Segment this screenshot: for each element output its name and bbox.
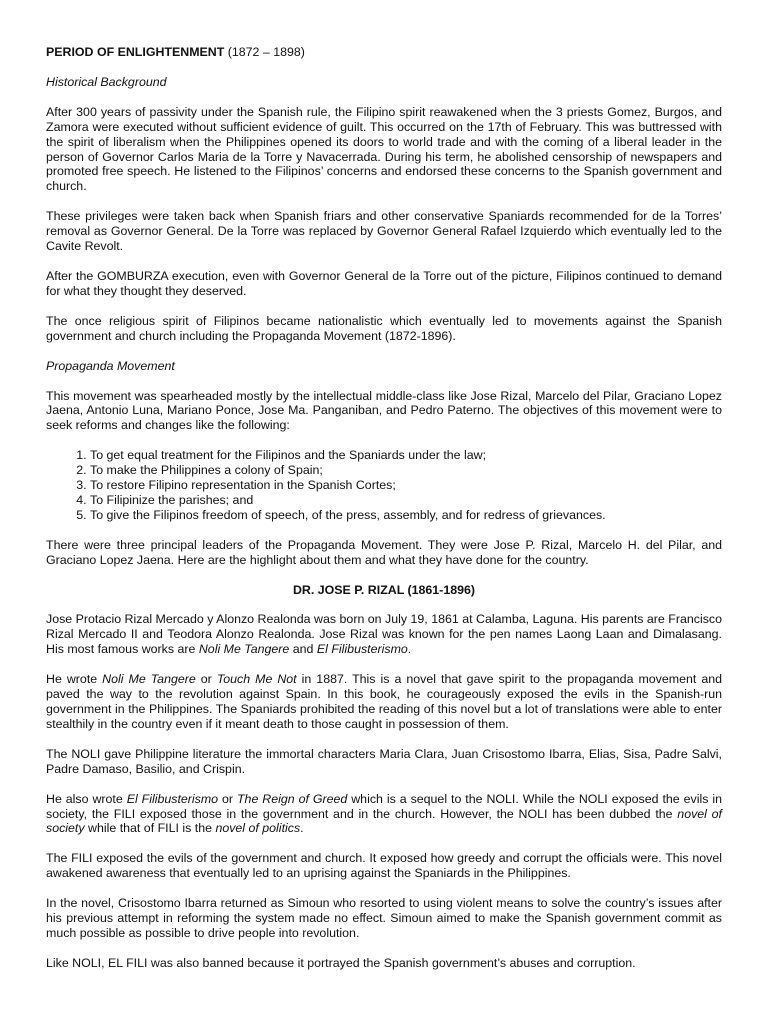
p10-novel-of-society: novel of society — [46, 806, 722, 836]
paragraph-5: This movement was spearheaded mostly by the intellectual middle-class like Jose Rizal, Marcelo del Pilar, Graciano Lopez Jaena, Antonio Luna, Mariano Ponce, Jose Ma. Panganiban, and Pedro Paterno. The objectives of this movement were to seek reforms and changes like the following: — [46, 388, 722, 433]
p10-fili-title: El Filibusterismo — [126, 791, 219, 806]
p8-noli-title: Noli Me Tangere — [102, 672, 196, 687]
subheading-historical-background: Historical Background — [46, 74, 167, 89]
paragraph-1: After 300 years of passivity under the Spanish rule, the Filipino spirit reawakened when the 3 priests Gomez, Burgos, and Zamora were executed without sufficient evidence of guilt. This occurred on the 17th of February. This was buttressed with the spirit of liberalism when the Philippines opened its doors to world trade and with the coming of a liberal leader in the person of Governor Carlos Maria de la Torre y Navacerrada. During his term, he abolished censorship of newspapers and promoted free speech. He listened to the Filipinos’ concerns and endorsed these concerns to the Spanish government and church. — [46, 104, 722, 194]
document-title — [46, 45, 722, 60]
list-item: 5. To give the Filipinos freedom of speech, of the press, assembly, and for redress of grievances. — [90, 508, 722, 523]
paragraph-10 — [46, 792, 722, 837]
p10-end: . — [300, 821, 304, 836]
paragraph-4: The once religious spirit of Filipinos became nationalistic which eventually led to movements against the Spanish government and church including the Propaganda Movement (1872-1896). — [46, 313, 722, 343]
paragraph-11: The FILI exposed the evils of the government and church. It exposed how greedy and corrupt the officials were. This novel awakened awareness that eventually led to an uprising against the Spaniards in the Philippines. — [46, 851, 722, 881]
p7-end: . — [407, 642, 412, 657]
paragraph-8 — [46, 672, 722, 732]
p10-greed-title: The Reign of Greed — [236, 791, 348, 806]
p10-text-a: He also wrote — [46, 791, 127, 806]
list-item: 4. To Filipinize the parishes; and — [90, 493, 722, 508]
list-item: 3. To restore Filipino representation in the Spanish Cortes; — [90, 478, 722, 493]
paragraph-9: The NOLI gave Philippine literature the immortal characters Maria Clara, Juan Crisostomo Ibarra, Elias, Sisa, Padre Salvi, Padre Damaso, Basilio, and Crispin. — [46, 746, 722, 776]
p8-touch-title: Touch Me Not — [216, 672, 297, 687]
p8-text-a: He wrote — [46, 672, 103, 687]
paragraph-3: After the GOMBURZA execution, even with Governor General de la Torre out of the picture, Filipinos continued to demand for what they thought they deserved. — [46, 268, 722, 298]
p7-noli-title: Noli Me Tangere — [198, 642, 290, 657]
p10-novel-of-politics: novel of politics — [215, 821, 301, 836]
p10-text-c: while that of FILI is the — [84, 821, 216, 836]
list-item: 2. To make the Philippines a colony of Spain; — [90, 463, 722, 478]
subheading-propaganda-movement: Propaganda Movement — [46, 358, 175, 373]
p7-text: Jose Protacio Rizal Mercado y Alonzo Realonda was born on July 19, 1861 at Calamba, Laguna. His parents are Francisco Rizal Mercado II and Teodora Alonzo Realonda. Jose Rizal was known for the pen names Laong Laan and Dimalasang. His most famous works are — [46, 612, 722, 657]
paragraph-13: Like NOLI, EL FILI was also banned because it portrayed the Spanish government’s abuses and corruption. — [46, 955, 636, 970]
paragraph-7 — [46, 612, 722, 657]
p8-or: or — [195, 672, 217, 687]
rizal-heading: DR. JOSE P. RIZAL (1861-1896) — [292, 582, 476, 597]
p7-fili-title: El Filibusterismo — [316, 642, 408, 657]
title-years: (1872 – 1898) — [224, 45, 305, 59]
objectives-list — [46, 448, 722, 523]
list-item: 1. To get equal treatment for the Filipinos and the Spaniards under the law; — [90, 448, 722, 463]
title-bold: PERIOD OF ENLIGHTENMENT — [46, 45, 225, 59]
paragraph-2: These privileges were taken back when Spanish friars and other conservative Spaniards recommended for de la Torres’ removal as Governor General. De la Torre was replaced by Governor General Rafael Izquierdo which eventually led to the Cavite Revolt. — [46, 209, 722, 254]
p10-text-b: which is a sequel to the NOLI. While the NOLI exposed the evils in society, the FILI exposed those in the government and in the church. However, the NOLI has been dubbed the — [46, 791, 723, 821]
paragraph-12: In the novel, Crisostomo Ibarra returned as Simoun who resorted to using violent means to solve the country’s issues after his previous attempt in reforming the system made no effect. Simoun aimed to make the Spanish government commit as much possible as possible to drive people into revolution. — [46, 896, 722, 940]
p7-and: and — [289, 642, 317, 657]
p10-or: or — [218, 791, 237, 806]
paragraph-6: There were three principal leaders of the Propaganda Movement. They were Jose P. Rizal, Marcelo H. del Pilar, and Graciano Lopez Jaena. Here are the highlight about them and what they have done for the country. — [46, 537, 722, 567]
p8-text-rest: in 1887. This is a novel that gave spirit to the propaganda movement and paved the way to the revolution against Spain. In this book, he courageously exposed the evils in the Spanish-run government in the Philippines. The Spaniards prohibited the reading of this novel but a lot of translations were able to enter stealthily in the country even if it meant death to those caught in possession of them. — [46, 672, 722, 731]
